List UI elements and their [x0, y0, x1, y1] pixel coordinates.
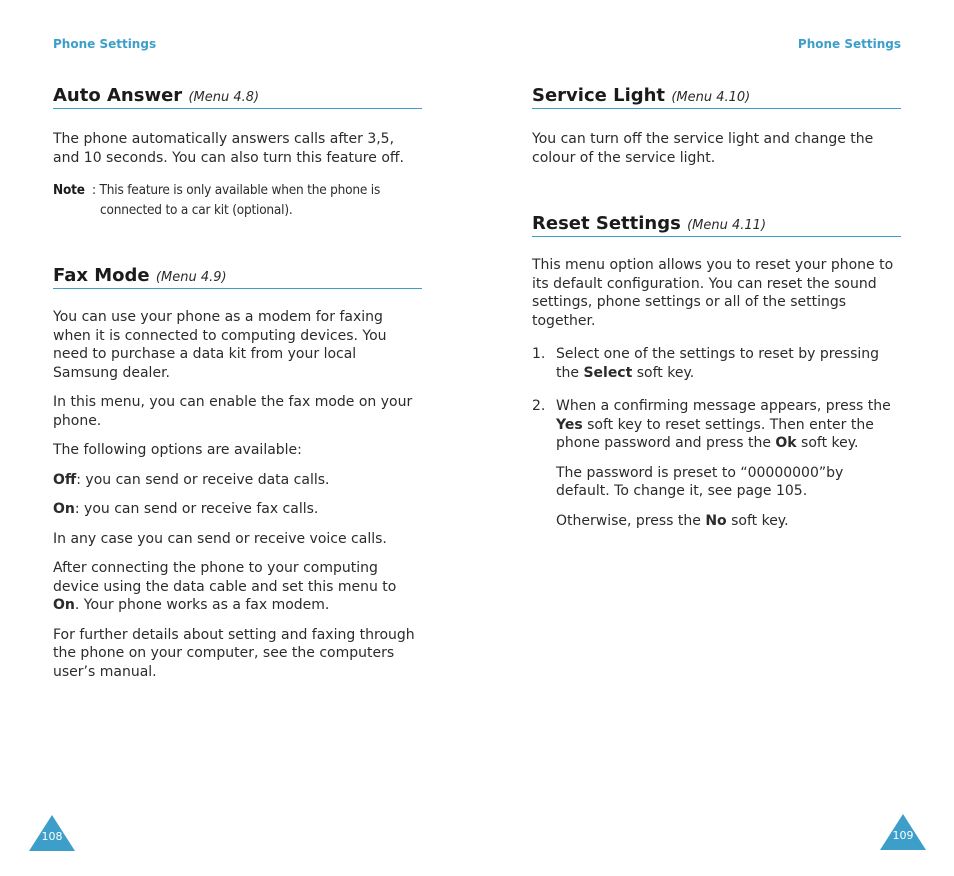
page-number-right: 109 [892, 829, 914, 842]
note-label: Note [53, 182, 85, 198]
service-light-title: Service Light [532, 85, 666, 106]
reset-step-2 [532, 397, 901, 453]
fax-mode-on-option [53, 500, 422, 519]
step-2-text-mid: soft key to reset settings. Then enter the phone password and press the [556, 416, 874, 451]
note-text: : This feature is only available when the phone is connected to a car kit (optional). [92, 182, 381, 218]
step-2-text-pre: When a confirming message appears, press the [556, 398, 891, 414]
step-1-text-post: soft key. [632, 364, 695, 381]
page-number-badge-right [880, 814, 926, 850]
step-2-ok-key: Ok [775, 435, 797, 451]
off-label: Off [53, 471, 77, 488]
service-light-heading [532, 85, 901, 109]
running-header-left: Phone Settings [53, 37, 157, 51]
auto-answer-menu-ref: (Menu 4.8) [188, 90, 260, 105]
password-note: The password is preset to “00000000”by default. To change it, see page 105. [556, 464, 844, 499]
otherwise-no-key: No [705, 512, 727, 529]
fax-mode-heading [53, 265, 422, 289]
page-number-badge-left [29, 815, 75, 851]
otherwise-text-pre: Otherwise, press the [556, 512, 706, 529]
connect-text-pre: After connecting the phone to your computing device using the data cable and set this menu to [53, 560, 397, 595]
auto-answer-title: Auto Answer [53, 85, 183, 106]
fax-mode-intro: You can use your phone as a modem for faxing when it is connected to computing devices. You need to purchase a data kit from your local Samsung dealer. [53, 309, 387, 381]
service-light-menu-ref: (Menu 4.10) [671, 90, 751, 105]
right-column [532, 82, 901, 530]
reset-settings-menu-ref: (Menu 4.11) [687, 218, 767, 233]
fax-mode-off-option [53, 471, 422, 490]
page-number-left: 108 [41, 830, 63, 843]
otherwise-text-post: soft key. [726, 512, 789, 529]
left-column [53, 82, 422, 681]
connect-text-on: On [53, 597, 75, 613]
on-label: On [53, 501, 75, 517]
auto-answer-body: The phone automatically answers calls after 3,5, and 10 seconds. You can also turn this feature off. [53, 131, 404, 166]
step-2-text-post: soft key. [796, 435, 859, 451]
auto-answer-heading [53, 85, 422, 109]
reset-settings-intro: This menu option allows you to reset your phone to its default configuration. You can reset the sound settings, phone settings or all of the settings together. [532, 257, 894, 329]
connect-text-post: . Your phone works as a fax modem. [74, 597, 330, 613]
step-1-select-key: Select [583, 364, 633, 381]
fax-mode-voice-note: In any case you can send or receive voice calls. [53, 530, 387, 547]
fax-mode-title: Fax Mode [53, 265, 150, 286]
running-header-right: Phone Settings [797, 37, 901, 51]
fax-mode-options-intro: The following options are available: [53, 442, 302, 458]
reset-settings-title: Reset Settings [532, 213, 681, 234]
reset-settings-heading [532, 213, 901, 237]
step-2-yes-key: Yes [556, 416, 583, 433]
fax-mode-enable-text: In this menu, you can enable the fax mode on your phone. [53, 394, 413, 429]
step-1-text-pre: Select one of the settings to reset by pressing the [556, 346, 880, 381]
step-1-number: 1. [532, 346, 546, 362]
service-light-body: You can turn off the service light and change the colour of the service light. [532, 131, 874, 166]
fax-mode-menu-ref: (Menu 4.9) [155, 270, 227, 285]
otherwise-note [532, 512, 901, 531]
fax-mode-connect-text [53, 559, 422, 615]
fax-mode-further-details: For further details about setting and faxing through the phone on your computer, see the computers user’s manual. [53, 626, 415, 680]
step-2-number: 2. [532, 398, 546, 414]
on-text: : you can send or receive fax calls. [74, 501, 319, 517]
off-text: : you can send or receive data calls. [76, 471, 330, 488]
auto-answer-note [53, 181, 422, 220]
reset-step-1 [532, 345, 901, 382]
